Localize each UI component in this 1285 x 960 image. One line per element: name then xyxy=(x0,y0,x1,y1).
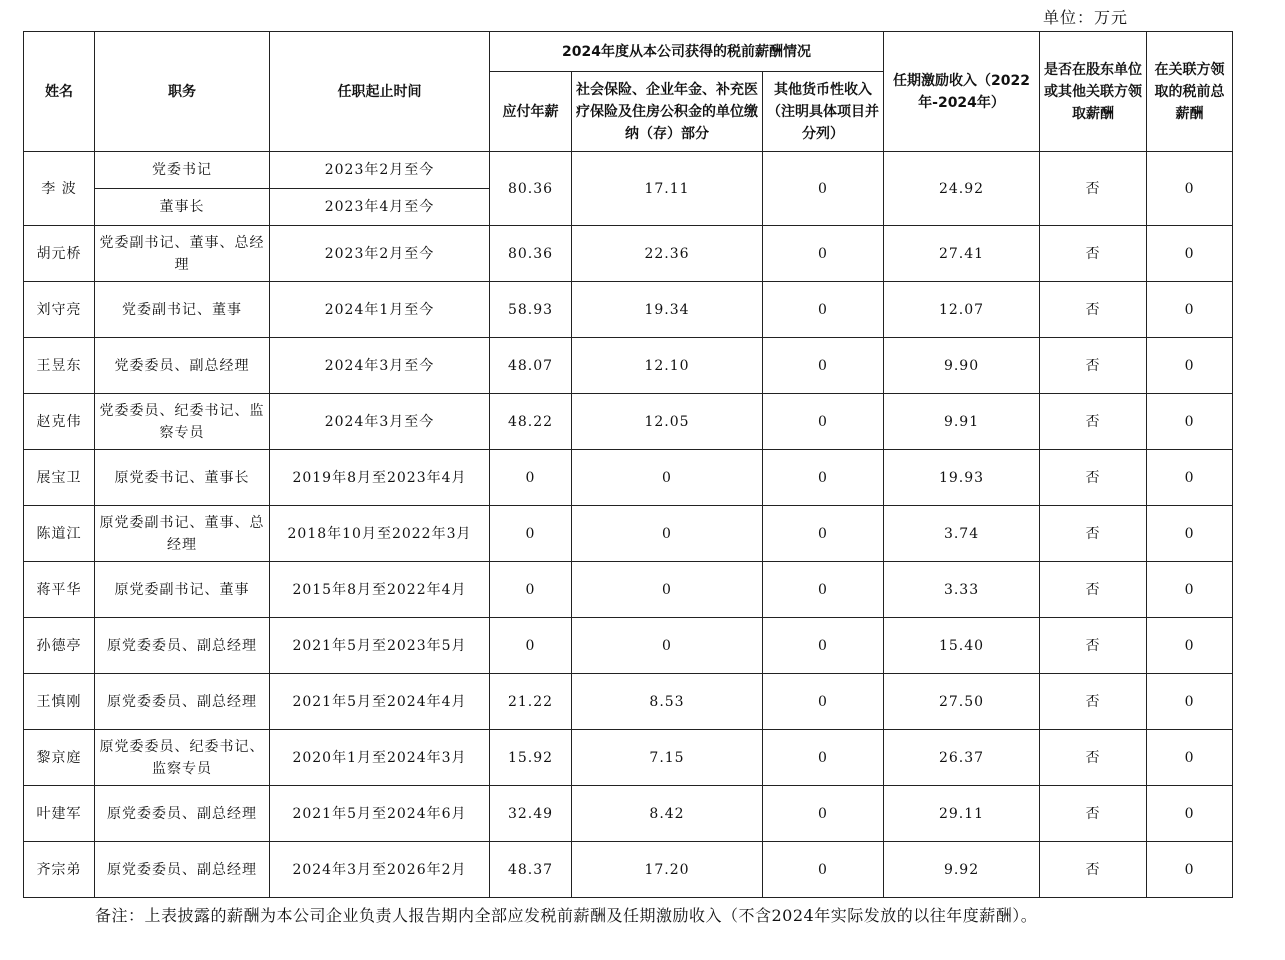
cell-incentive: 9.90 xyxy=(884,338,1040,394)
cell-name: 刘守亮 xyxy=(24,282,95,338)
cell-related: 0 xyxy=(1147,842,1233,898)
cell-name: 叶建军 xyxy=(24,786,95,842)
table-row xyxy=(24,226,1233,282)
cell-related: 0 xyxy=(1147,786,1233,842)
header-social: 社会保险、企业年金、补充医疗保险及住房公积金的单位缴纳（存）部分 xyxy=(572,72,763,152)
cell-name: 展宝卫 xyxy=(24,450,95,506)
unit-label: 单位：万元 xyxy=(1043,8,1129,27)
cell-social: 17.11 xyxy=(572,152,763,226)
cell-other: 0 xyxy=(763,618,884,674)
cell-position: 原党委副书记、董事 xyxy=(95,562,270,618)
cell-social: 12.10 xyxy=(572,338,763,394)
cell-tenure: 2023年2月至今 xyxy=(270,152,490,189)
cell-incentive: 26.37 xyxy=(884,730,1040,786)
cell-shareholder: 否 xyxy=(1040,506,1147,562)
table-row xyxy=(24,562,1233,618)
cell-position: 党委委员、副总经理 xyxy=(95,338,270,394)
cell-position: 党委副书记、董事、总经理 xyxy=(95,226,270,282)
cell-name: 陈道江 xyxy=(24,506,95,562)
cell-name: 黎京庭 xyxy=(24,730,95,786)
cell-shareholder: 否 xyxy=(1040,338,1147,394)
cell-tenure: 2021年5月至2024年6月 xyxy=(270,786,490,842)
cell-salary: 48.37 xyxy=(490,842,572,898)
cell-social: 0 xyxy=(572,506,763,562)
cell-incentive: 15.40 xyxy=(884,618,1040,674)
cell-salary: 0 xyxy=(490,618,572,674)
cell-incentive: 9.91 xyxy=(884,394,1040,450)
cell-shareholder: 否 xyxy=(1040,282,1147,338)
cell-tenure: 2024年1月至今 xyxy=(270,282,490,338)
header-position: 职务 xyxy=(95,32,270,152)
cell-name: 胡元桥 xyxy=(24,226,95,282)
cell-incentive: 9.92 xyxy=(884,842,1040,898)
cell-tenure: 2024年3月至今 xyxy=(270,338,490,394)
cell-other: 0 xyxy=(763,730,884,786)
cell-other: 0 xyxy=(763,226,884,282)
cell-position: 党委副书记、董事 xyxy=(95,282,270,338)
cell-social: 7.15 xyxy=(572,730,763,786)
table-row xyxy=(24,674,1233,730)
cell-incentive: 3.33 xyxy=(884,562,1040,618)
cell-social: 0 xyxy=(572,618,763,674)
cell-tenure: 2024年3月至今 xyxy=(270,394,490,450)
cell-incentive: 27.50 xyxy=(884,674,1040,730)
header-tenure: 任职起止时间 xyxy=(270,32,490,152)
cell-tenure: 2018年10月至2022年3月 xyxy=(270,506,490,562)
header-2024-group: 2024年度从本公司获得的税前薪酬情况 xyxy=(490,32,884,72)
cell-position: 原党委委员、副总经理 xyxy=(95,786,270,842)
cell-name: 王昱东 xyxy=(24,338,95,394)
cell-name: 王慎刚 xyxy=(24,674,95,730)
cell-related: 0 xyxy=(1147,730,1233,786)
cell-incentive: 19.93 xyxy=(884,450,1040,506)
cell-shareholder: 否 xyxy=(1040,786,1147,842)
cell-name: 齐宗弟 xyxy=(24,842,95,898)
cell-related: 0 xyxy=(1147,226,1233,282)
cell-social: 8.53 xyxy=(572,674,763,730)
cell-salary: 0 xyxy=(490,562,572,618)
cell-tenure: 2023年4月至今 xyxy=(270,189,490,226)
cell-related: 0 xyxy=(1147,562,1233,618)
cell-shareholder: 否 xyxy=(1040,450,1147,506)
table-row xyxy=(24,450,1233,506)
cell-incentive: 24.92 xyxy=(884,152,1040,226)
header-shareholder: 是否在股东单位或其他关联方领取薪酬 xyxy=(1040,32,1147,152)
cell-salary: 0 xyxy=(490,450,572,506)
cell-related: 0 xyxy=(1147,394,1233,450)
cell-salary: 32.49 xyxy=(490,786,572,842)
footnote: 备注：上表披露的薪酬为本公司企业负责人报告期内全部应发税前薪酬及任期激励收入（不含2024年实际发放的以往年度薪酬）。 xyxy=(95,906,1038,925)
cell-shareholder: 否 xyxy=(1040,674,1147,730)
cell-other: 0 xyxy=(763,506,884,562)
cell-shareholder: 否 xyxy=(1040,152,1147,226)
table-row xyxy=(24,282,1233,338)
header-other: 其他货币性收入（注明具体项目并分列） xyxy=(763,72,884,152)
cell-incentive: 12.07 xyxy=(884,282,1040,338)
cell-incentive: 3.74 xyxy=(884,506,1040,562)
cell-salary: 58.93 xyxy=(490,282,572,338)
table-row xyxy=(24,506,1233,562)
cell-position: 党委委员、纪委书记、监察专员 xyxy=(95,394,270,450)
cell-shareholder: 否 xyxy=(1040,562,1147,618)
cell-position: 原党委书记、董事长 xyxy=(95,450,270,506)
cell-salary: 0 xyxy=(490,506,572,562)
cell-shareholder: 否 xyxy=(1040,842,1147,898)
table-row xyxy=(24,152,1233,189)
cell-tenure: 2023年2月至今 xyxy=(270,226,490,282)
cell-tenure: 2015年8月至2022年4月 xyxy=(270,562,490,618)
cell-salary: 48.22 xyxy=(490,394,572,450)
cell-other: 0 xyxy=(763,674,884,730)
cell-tenure: 2024年3月至2026年2月 xyxy=(270,842,490,898)
cell-incentive: 27.41 xyxy=(884,226,1040,282)
table-row xyxy=(24,618,1233,674)
cell-social: 0 xyxy=(572,562,763,618)
cell-shareholder: 否 xyxy=(1040,226,1147,282)
cell-shareholder: 否 xyxy=(1040,730,1147,786)
table-row xyxy=(24,338,1233,394)
header-name: 姓名 xyxy=(24,32,95,152)
cell-position: 原党委委员、副总经理 xyxy=(95,618,270,674)
header-salary: 应付年薪 xyxy=(490,72,572,152)
cell-position: 原党委委员、纪委书记、监察专员 xyxy=(95,730,270,786)
table-row xyxy=(24,842,1233,898)
cell-name: 李 波 xyxy=(24,152,95,226)
cell-position: 原党委副书记、董事、总经理 xyxy=(95,506,270,562)
cell-tenure: 2019年8月至2023年4月 xyxy=(270,450,490,506)
cell-related: 0 xyxy=(1147,450,1233,506)
header-related: 在关联方领取的税前总薪酬 xyxy=(1147,32,1233,152)
cell-tenure: 2021年5月至2023年5月 xyxy=(270,618,490,674)
cell-related: 0 xyxy=(1147,282,1233,338)
table-row xyxy=(24,786,1233,842)
cell-related: 0 xyxy=(1147,338,1233,394)
cell-social: 0 xyxy=(572,450,763,506)
cell-position: 董事长 xyxy=(95,189,270,226)
cell-related: 0 xyxy=(1147,618,1233,674)
table-row xyxy=(24,730,1233,786)
cell-shareholder: 否 xyxy=(1040,618,1147,674)
cell-social: 17.20 xyxy=(572,842,763,898)
table-row xyxy=(24,394,1233,450)
cell-position: 原党委委员、副总经理 xyxy=(95,842,270,898)
cell-social: 12.05 xyxy=(572,394,763,450)
cell-other: 0 xyxy=(763,450,884,506)
cell-position: 党委书记 xyxy=(95,152,270,189)
cell-salary: 15.92 xyxy=(490,730,572,786)
cell-tenure: 2021年5月至2024年4月 xyxy=(270,674,490,730)
cell-name: 孙德亭 xyxy=(24,618,95,674)
cell-salary: 80.36 xyxy=(490,152,572,226)
cell-other: 0 xyxy=(763,842,884,898)
cell-other: 0 xyxy=(763,282,884,338)
cell-other: 0 xyxy=(763,338,884,394)
cell-other: 0 xyxy=(763,394,884,450)
cell-salary: 48.07 xyxy=(490,338,572,394)
header-incentive: 任期激励收入（2022年-2024年） xyxy=(884,32,1040,152)
cell-position: 原党委委员、副总经理 xyxy=(95,674,270,730)
cell-social: 19.34 xyxy=(572,282,763,338)
cell-name: 赵克伟 xyxy=(24,394,95,450)
cell-name: 蒋平华 xyxy=(24,562,95,618)
compensation-table xyxy=(23,31,1233,898)
cell-social: 22.36 xyxy=(572,226,763,282)
cell-salary: 80.36 xyxy=(490,226,572,282)
cell-incentive: 29.11 xyxy=(884,786,1040,842)
cell-salary: 21.22 xyxy=(490,674,572,730)
cell-social: 8.42 xyxy=(572,786,763,842)
cell-related: 0 xyxy=(1147,152,1233,226)
cell-tenure: 2020年1月至2024年3月 xyxy=(270,730,490,786)
cell-other: 0 xyxy=(763,152,884,226)
cell-related: 0 xyxy=(1147,674,1233,730)
cell-other: 0 xyxy=(763,786,884,842)
cell-shareholder: 否 xyxy=(1040,394,1147,450)
cell-related: 0 xyxy=(1147,506,1233,562)
cell-other: 0 xyxy=(763,562,884,618)
